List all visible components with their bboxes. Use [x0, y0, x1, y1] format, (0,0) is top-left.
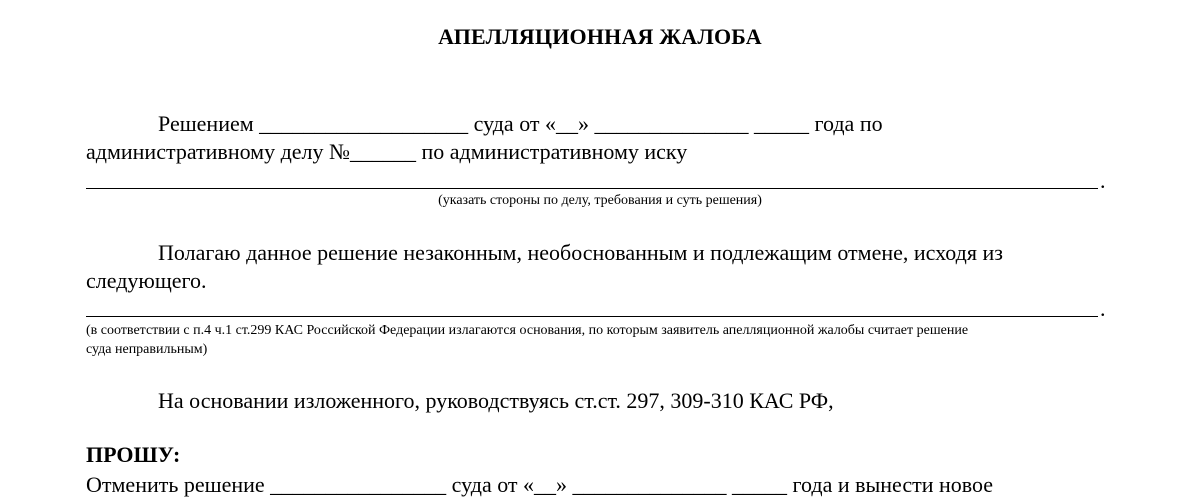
para2-blank-line: [86, 316, 1098, 317]
para2-caption-line1: (в соответствии с п.4 ч.1 ст.299 КАС Российской Федерации излагаются основания, по которым заявитель апелляционной жалобы считает решение: [86, 323, 969, 338]
para2-caption-line2: суда неправильным): [86, 342, 208, 357]
para2-line1: Полагаю данное решение незаконным, необоснованным и подлежащим отмене, исходя из: [158, 240, 1003, 265]
para1-end-mark: .: [1100, 168, 1106, 193]
para1-line1: Решением ___________________ суда от «__» ______________ _____ года по: [158, 111, 883, 136]
request-heading: ПРОШУ:: [86, 442, 181, 467]
para1-blank-line: [86, 188, 1098, 189]
para1-line2: административному делу №______ по административному иску: [86, 139, 688, 164]
request-line1: Отменить решение ________________ суда от «__» ______________ _____ года и вынести новое: [86, 472, 994, 497]
para3-line1: На основании изложенного, руководствуясь ст.ст. 297, 309-310 КАС РФ,: [158, 388, 834, 413]
document-title: АПЕЛЛЯЦИОННАЯ ЖАЛОБА: [438, 24, 762, 49]
para1-caption: (указать стороны по делу, требования и суть решения): [438, 193, 762, 208]
para2-line2: следующего.: [86, 268, 207, 293]
para2-end-mark: .: [1100, 296, 1106, 321]
